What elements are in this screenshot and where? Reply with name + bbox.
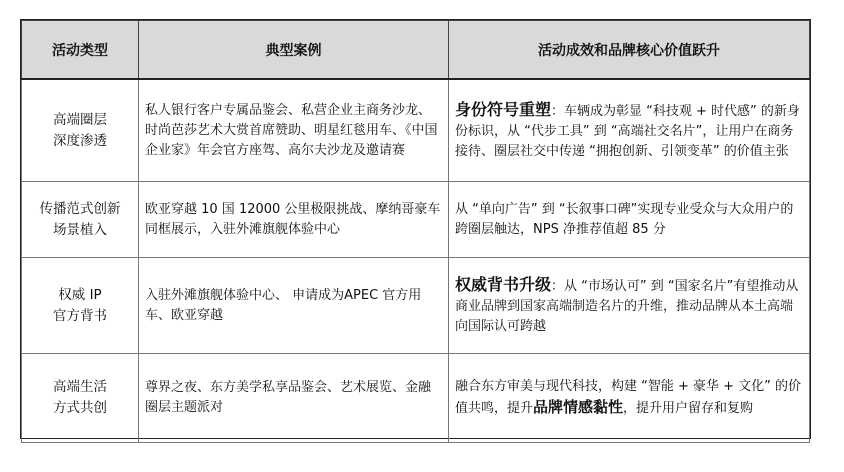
activity-type-line1: 高端圈层 [53, 111, 107, 128]
activity-type-line1: 权威 IP [58, 286, 102, 303]
result-highlight: 品牌情感黏性 [533, 398, 624, 416]
result-highlight: 身份符号重塑 [455, 99, 552, 119]
value-table-frame [20, 19, 811, 439]
activity-type-line2: 场景植入 [53, 221, 107, 238]
result-cell [449, 354, 810, 443]
activity-type-line2: 深度渗透 [53, 132, 107, 149]
result-cell [449, 258, 810, 354]
activity-type-cell [22, 258, 139, 354]
activity-type-cell [22, 354, 139, 443]
result-text-before: 融合东方审美与现代科技，构建 “智能 + 豪华 + 文化” 的价值共鸣，提升 [455, 379, 802, 416]
result-cell: 从 “单向广告” 到 “长叙事口碑”实现专业受众与大众用户的跨圈层触达，NPS 净推荐值超 85 分 [449, 182, 810, 258]
table-row [22, 258, 810, 354]
activity-type-line1: 高端生活 [53, 379, 107, 395]
result-highlight: 权威背书升级 [455, 274, 552, 294]
table-row [22, 182, 810, 258]
table-header-row [22, 21, 810, 80]
result-text-after: ，提升用户留存和复购 [623, 401, 754, 416]
typical-case-cell: 尊界之夜、东方美学私享品鉴会、艺术展览、金融圈层主题派对 [139, 354, 449, 443]
activity-type-cell [22, 182, 139, 258]
result-cell [449, 79, 810, 182]
header-results-value: 活动成效和品牌核心价值跃升 [449, 21, 810, 80]
activity-type-cell [22, 79, 139, 182]
table-row [22, 79, 810, 182]
result-text: ：从 “市场认可” 到 “国家名片”有望推动从商业品牌到国家高端制造名片的升维，推动品牌从本土高端向国际认可跨越 [455, 278, 799, 334]
activity-type-line2: 方式共创 [53, 400, 107, 416]
header-typical-cases: 典型案例 [139, 21, 449, 80]
activity-type-line2: 官方背书 [53, 307, 107, 324]
header-activity-type: 活动类型 [22, 21, 139, 80]
table-row [22, 354, 810, 443]
result-text: ：车辆成为彰显 “科技观 + 时代感” 的新身份标识，从 “代步工具” 到 “高端社交名片”，让用户在商务接待、圈层社交中传递 “拥抱创新、引领变革” 的价值主张 [455, 103, 800, 159]
typical-case-cell: 私人银行客户专属品鉴会、私营企业主商务沙龙、时尚芭莎艺术大赏首席赞助、明星红毯用车、《中国企业家》年会官方座驾、高尔夫沙龙及邀请赛 [139, 79, 449, 182]
typical-case-cell: 入驻外滩旗舰体验中心、 申请成为APEC 官方用车、欧亚穿越 [139, 258, 449, 354]
value-table [21, 20, 810, 443]
typical-case-cell: 欧亚穿越 10 国 12000 公里极限挑战、摩纳哥豪车同框展示，入驻外滩旗舰体验中心 [139, 182, 449, 258]
activity-type-line1: 传播范式创新 [39, 200, 121, 217]
